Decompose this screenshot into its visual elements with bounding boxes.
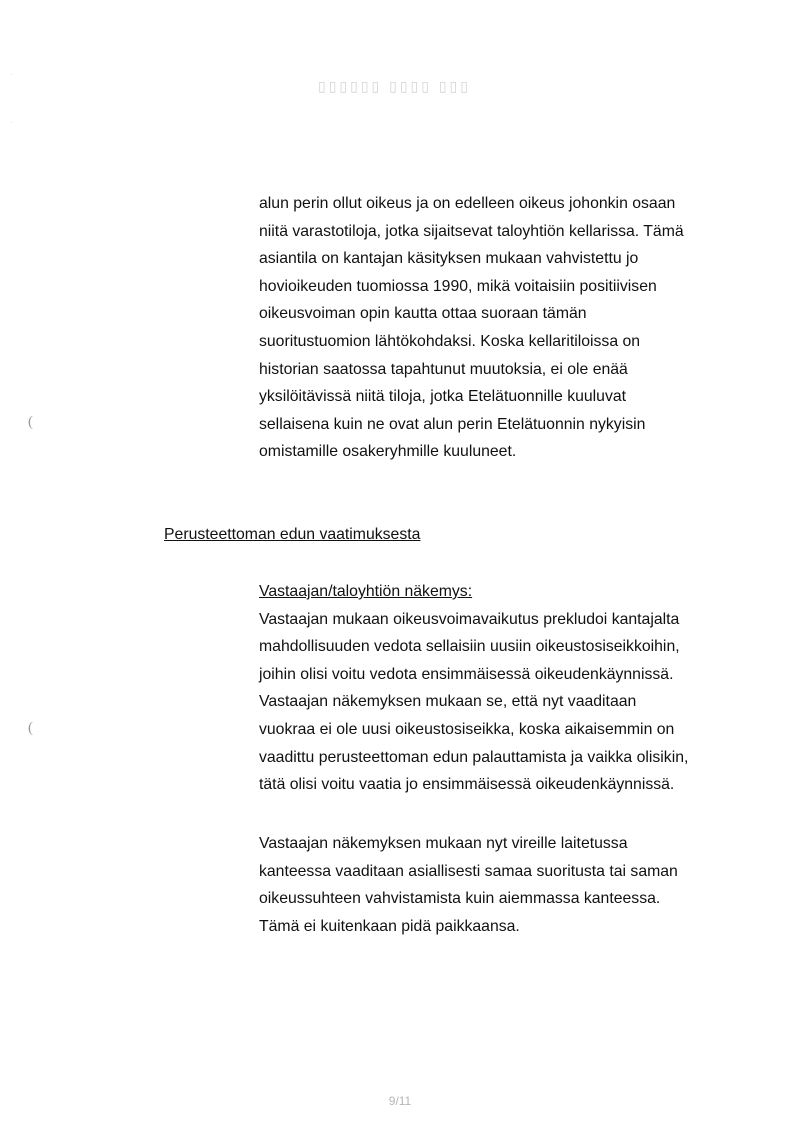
section-heading: Perusteettoman edun vaatimuksesta (164, 526, 421, 543)
text-line: niitä varastotiloja, jotka sijaitsevat taloyhtiön kellarissa. Tämä (259, 222, 684, 240)
subheading: Vastaajan/taloyhtiön näkemys: (259, 583, 473, 600)
text-line: mahdollisuuden vedota sellaisiin uusiin oikeustosiseikkoihin, (259, 638, 680, 656)
text-line: Vastaajan näkemyksen mukaan nyt vireille laitetussa (259, 835, 628, 852)
scan-speck: · (10, 118, 13, 127)
text-line: suoritustuomion lähtökohdaksi. Koska kellaritiloissa on (259, 332, 641, 350)
punch-hole-mark: ( (28, 720, 33, 736)
text-line: kanteessa vaaditaan asiallisesti samaa suoritusta tai saman (259, 862, 678, 880)
text-line: joihin olisi voitu vedota ensimmäisessä oikeudenkäynnissä. (259, 665, 674, 683)
text-line: tätä olisi voitu vaatia jo ensimmäisessä oikeudenkäynnissä. (259, 776, 675, 794)
text-line: Tämä ei kuitenkaan pidä paikkaansa. (259, 917, 520, 935)
text-line: oikeussuhteen vahvistamista kuin aiemmassa kanteessa. (259, 890, 661, 908)
text-line: hovioikeuden tuomiossa 1990, mikä voitaisiin positiivisen (259, 277, 657, 295)
text-line: Vastaajan näkemyksen mukaan se, että nyt vaaditaan (259, 693, 637, 711)
faded-header-stamp: ▯▯▯▯▯▯ ▯▯▯▯ ▯▯▯ (318, 78, 471, 94)
paragraph-continued (259, 190, 729, 466)
text-line: omistamille osakeryhmille kuuluneet. (259, 443, 517, 461)
text-line: asiantila on kantajan käsityksen mukaan vahvistettu jo (259, 250, 639, 268)
respondent-view-block (259, 578, 729, 799)
text-line: alun perin ollut oikeus ja on edelleen oikeus johonkin osaan (259, 195, 676, 212)
text-line: sellaisena kuin ne ovat alun perin Etelätuonnin nykyisin (259, 415, 646, 433)
text-line: vuokraa ei ole uusi oikeustosiseikka, koska aikaisemmin on (259, 720, 675, 738)
text-line: yksilöitävissä niitä tiloja, jotka Etelätuonnille kuuluvat (259, 388, 627, 406)
scan-speck: · (10, 70, 13, 79)
text-line: Vastaajan mukaan oikeusvoimavaikutus prekludoi kantajalta (259, 610, 680, 628)
punch-hole-mark: ( (28, 414, 33, 430)
text-line: oikeusvoiman opin kautta ottaa suoraan tämän (259, 305, 587, 323)
page-number: 9/11 (388, 1094, 412, 1108)
text-line: historian saatossa tapahtunut muutoksia, ei ole enää (259, 360, 628, 378)
paragraph (259, 830, 729, 940)
text-line: vaadittu perusteettoman edun palauttamista ja vaikka olisikin, (259, 748, 689, 766)
